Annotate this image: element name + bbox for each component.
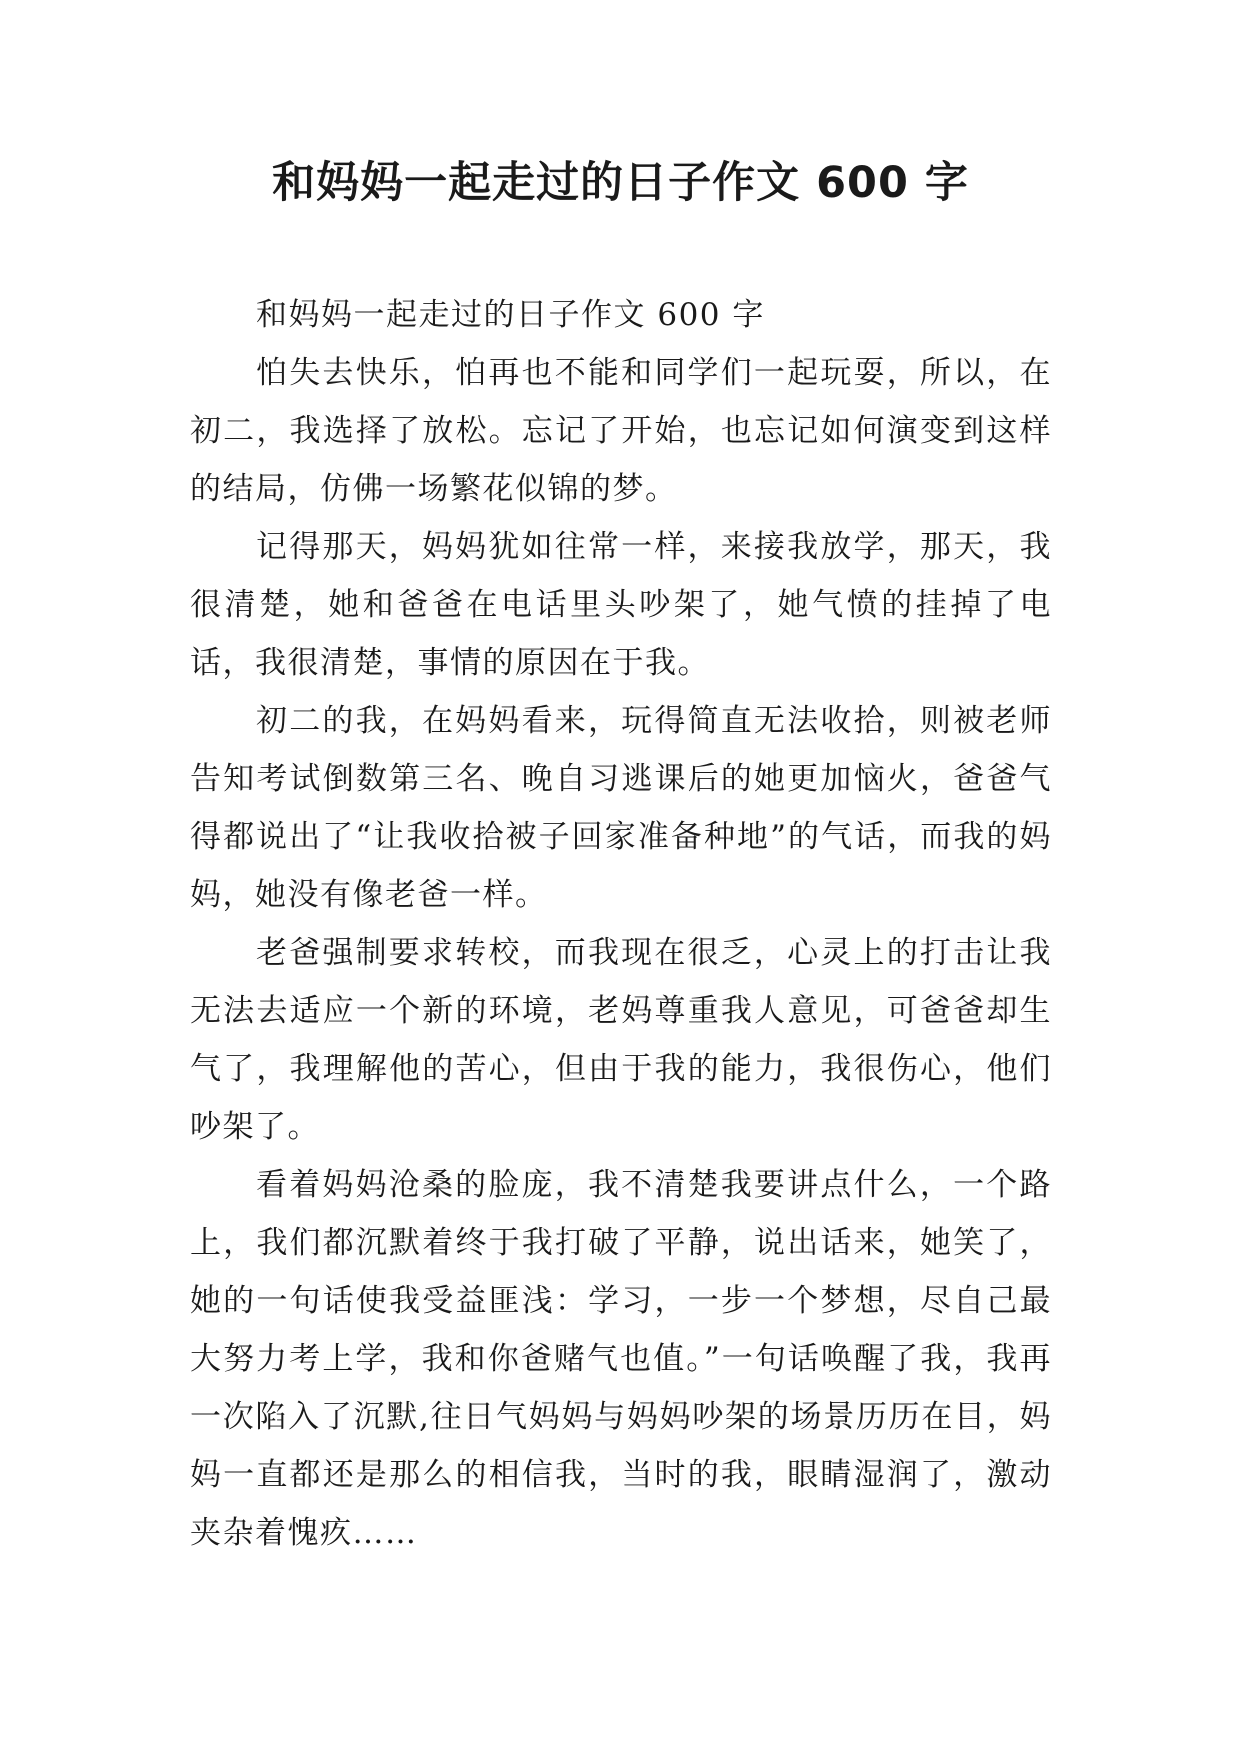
- paragraph-2: 记得那天，妈妈犹如往常一样，来接我放学，那天，我很清楚，她和爸爸在电话里头吵架了，她气愤的挂掉了电话，我很清楚，事情的原因在于我。: [190, 529, 1052, 681]
- document-title: 和妈妈一起走过的日子作文 600 字: [272, 158, 969, 208]
- document-body: [190, 286, 1052, 1562]
- paragraph-subtitle: 和妈妈一起走过的日子作文 600 字: [256, 297, 765, 333]
- paragraph-4: 老爸强制要求转校，而我现在很乏，心灵上的打击让我无法去适应一个新的环境，老妈尊重我人意见，可爸爸却生气了，我理解他的苦心，但由于我的能力，我很伤心，他们吵架了。: [190, 935, 1052, 1145]
- paragraph-3: 初二的我，在妈妈看来，玩得简直无法收拾，则被老师告知考试倒数第三名、晚自习逃课后的她更加恼火，爸爸气得都说出了“让我收拾被子回家准备种地”的气话，而我的妈妈，她没有像老爸一样。: [190, 703, 1052, 913]
- paragraph-5: 看着妈妈沧桑的脸庞，我不清楚我要讲点什么，一个路上，我们都沉默着终于我打破了平静，说出话来，她笑了，她的一句话使我受益匪浅：学习，一步一个梦想，尽自己最大努力考上学，我和你爸赌气也值。”一句话唤醒了我，我再一次陷入了沉默,往日气妈妈与妈妈吵架的场景历历在目，妈妈一直都还是那么的相信我，当时的我，眼睛湿润了，激动夹杂着愧疚……: [190, 1167, 1052, 1551]
- paragraph-1: 怕失去快乐，怕再也不能和同学们一起玩耍，所以，在初二，我选择了放松。忘记了开始，也忘记如何演变到这样的结局，仿佛一场繁花似锦的梦。: [190, 355, 1052, 507]
